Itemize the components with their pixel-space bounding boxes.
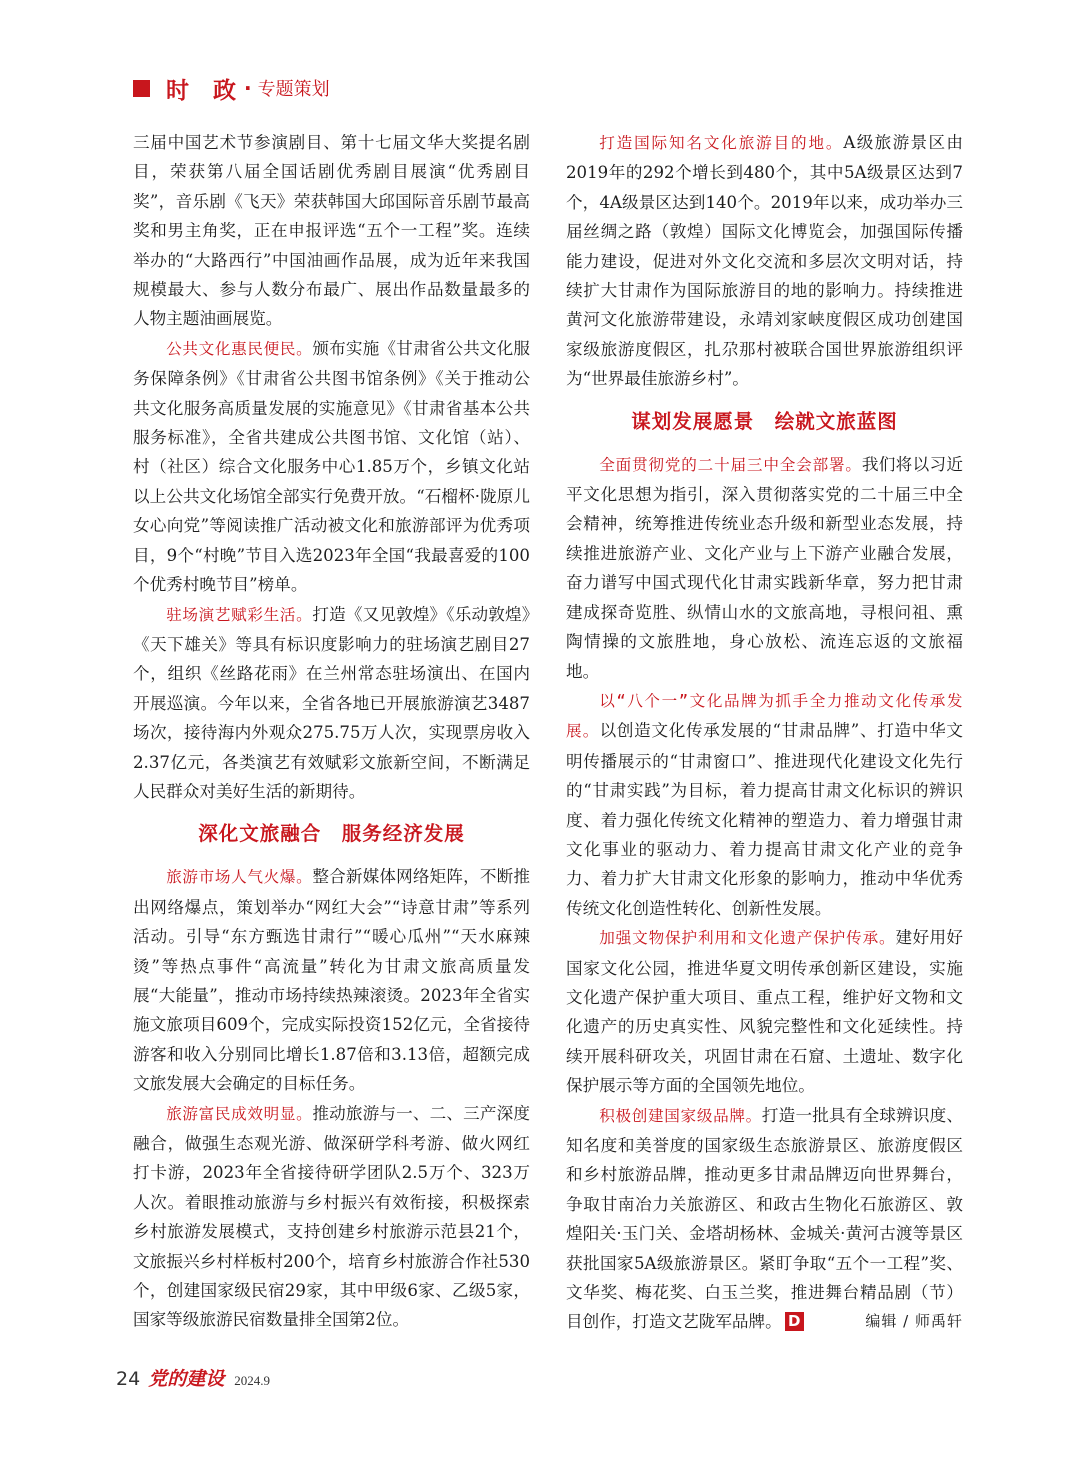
paragraph-lead: 以“八个一”文化品牌为抓手全力推动文化传承发展。	[566, 691, 963, 741]
header-separator: ·	[244, 76, 252, 100]
paragraph-lead: 加强文物保护利用和文化遗产保护传承。	[599, 929, 896, 948]
end-mark-icon: D	[785, 1312, 804, 1331]
editor-credit: 编辑 / 师禹轩	[865, 1312, 963, 1331]
red-square-icon	[133, 80, 150, 97]
paragraph-lead: 打造国际知名文化旅游目的地。	[599, 134, 844, 152]
paragraph-body: 打造一批具有全球辨识度、知名度和美誉度的国家级生态旅游景区、旅游度假区和乡村旅游品牌，推动更多甘肃品牌迈向世界舞台，争取甘南冶力关旅游区、和政古生物化石旅游区、敦煌阳关·玉门关、金塔胡杨林、金城关·黄河古渡等景区获批国家5A级旅游景区。紧盯争取“五个一工程”奖、文华奖、梅花奖、白玉兰奖，推进舞台精品剧（节）目创作，打造文艺陇军品牌。	[566, 1105, 963, 1332]
paragraph-lead: 旅游市场人气火爆。	[166, 868, 313, 887]
paragraph-body: 打造《又见敦煌》《乐动敦煌》《天下雄关》等具有标识度影响力的驻场演艺剧目27个，组织《丝路花雨》在兰州常态驻场演出、在国内开展巡演。今年以来，全省各地已开展旅游演艺3487场次，接待海内外观众275.75万人次，实现票房收入2.37亿元，各类演艺有效赋彩文旅新空间，不断满足人民群众对美好生活的新期待。	[133, 604, 530, 801]
page-footer	[116, 1364, 270, 1391]
issue-number: 2024.9	[234, 1373, 270, 1388]
paragraph	[133, 862, 530, 1098]
section-title: 时 政	[166, 77, 245, 104]
paragraph-lead: 驻场演艺赋彩生活。	[166, 605, 313, 624]
paragraph	[566, 450, 963, 686]
paragraph: 三届中国艺术节参演剧目、第十七届文华大奖提名剧目，荣获第八届全国话剧优秀剧目展演“优秀剧目奖”，音乐剧《飞天》荣获韩国大邱国际音乐剧节最高奖和男主角奖，正在申报评选“五个一工程”奖。连续举办的“大路西行”中国油画作品展，成为近年来我国规模最大、参与人数分布最广、展出作品数量最多的人物主题油画展览。	[133, 133, 530, 329]
paragraph-lead: 积极创建国家级品牌。	[599, 1106, 762, 1125]
paragraph	[133, 600, 530, 807]
paragraph	[566, 686, 963, 923]
section-heading: 深化文旅融合 服务经济发展	[198, 822, 465, 846]
page-number: 24	[116, 1368, 141, 1390]
paragraph	[566, 128, 963, 394]
section-header	[133, 70, 330, 106]
magazine-logo: 党的建设	[148, 1368, 225, 1390]
paragraph-body: 以创造文化传承发展的“甘肃品牌”、打造中华文明传播展示的“甘肃窗口”、推进现代化建设文化先行的“甘肃实践”为目标，着力提高甘肃文化标识的辨识度、着力强化传统文化精神的塑造力、着力增强甘肃文化事业的驱动力、着力提高甘肃文化产业的竞争力、着力扩大甘肃文化形象的影响力，推动中华优秀传统文化创造性转化、创新性发展。	[566, 721, 963, 918]
paragraph-lead: 全面贯彻党的二十届三中全会部署。	[599, 455, 862, 474]
paragraph	[133, 334, 530, 600]
paragraph-body: 我们将以习近平文化思想为指引，深入贯彻落实党的二十届三中全会精神，统筹推进传统业态升级和新型业态发展，持续推进旅游产业、文化产业与上下游产业融合发展，奋力谱写中国式现代化甘肃实践新华章，努力把甘肃建成探奇览胜、纵情山水的文旅高地，寻根问祖、熏陶情操的文旅胜地，身心放松、流连忘返的文旅福地。	[566, 454, 963, 681]
paragraph-body: 颁布实施《甘肃省公共文化服务保障条例》《甘肃省公共图书馆条例》《关于推动公共文化服务高质量发展的实施意见》《甘肃省基本公共服务标准》，全省共建成公共图书馆、文化馆（站）、村（社区）综合文化服务中心1.85万个，乡镇文化站以上公共文化场馆全部实行免费开放。“石榴杯·陇原儿女心向党”等阅读推广活动被文化和旅游部评为优秀项目，9个“村晚”节目入选2023年全国“我最喜爱的100个优秀村晚节目”榜单。	[133, 338, 530, 595]
paragraph-body: 整合新媒体网络矩阵，不断推出网络爆点，策划举办“网红大会”“诗意甘肃”等系列活动。引导“东方甄选甘肃行”“暖心瓜州”“天水麻辣烫”等热点事件“高流量”转化为甘肃文旅高质量发展“大能量”，推动市场持续热辣滚烫。2023年全省实施文旅项目609个，完成实际投资152亿元，全省接待游客和收入分别同比增长1.87倍和3.13倍，超额完成文旅发展大会确定的目标任务。	[133, 867, 530, 1094]
section-subtitle: 专题策划	[257, 79, 330, 100]
paragraph-body: 建好用好国家文化公园，推进华夏文明传承创新区建设，实施文化遗产保护重大项目、重点工程，维护好文物和文化遗产的历史真实性、风貌完整性和文化延续性。持续开展科研攻关，巩固甘肃在石窟、土遗址、数字化保护展示等方面的全国领先地位。	[566, 928, 963, 1096]
paragraph-body: 推动旅游与一、二、三产深度融合，做强生态观光游、做深研学科考游、做火网红打卡游，2023年全省接待研学团队2.5万个、323万人次。着眼推动旅游与乡村振兴有效衔接，积极探索乡村旅游发展模式，支持创建乡村旅游示范县21个，文旅振兴乡村样板村200个，培育乡村旅游合作社530个，创建国家级民宿29家，其中甲级6家、乙级5家，国家等级旅游民宿数量排全国第2位。	[133, 1103, 530, 1330]
paragraph	[566, 923, 963, 1100]
right-column	[566, 128, 963, 1337]
paragraph-lead: 公共文化惠民便民。	[166, 339, 313, 358]
paragraph	[133, 1099, 530, 1335]
paragraph	[566, 1101, 963, 1337]
section-heading: 谋划发展愿景 绘就文旅蓝图	[631, 409, 898, 433]
paragraph-lead: 旅游富民成效明显。	[166, 1104, 313, 1123]
left-column	[133, 128, 530, 1335]
paragraph-body: A级旅游景区由2019年的292个增长到480个，其中5A级景区达到7个，4A级景区达到140个。2019年以来，成功举办三届丝绸之路（敦煌）国际文化博览会，加强国际传播能力建设，促进对外文化交流和多层次文明对话，持续扩大甘肃作为国际旅游目的地的影响力。持续推进黄河文化旅游带建设，永靖刘家峡度假区成功创建国家级旅游度假区，扎尕那村被联合国世界旅游组织评为“世界最佳旅游乡村”。	[566, 133, 963, 389]
